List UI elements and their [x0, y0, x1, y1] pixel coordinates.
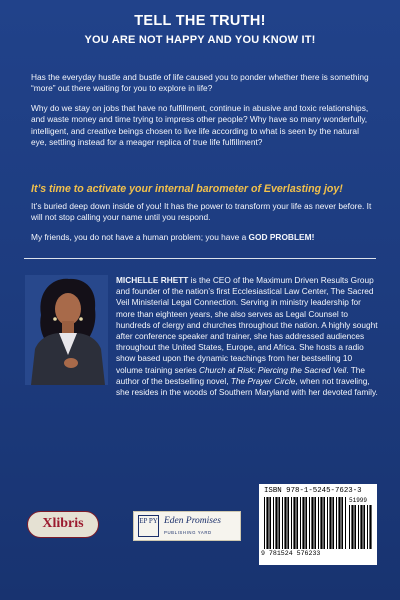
author-photo	[25, 275, 108, 385]
barcode-bar	[329, 497, 331, 549]
barcode-bar	[291, 497, 292, 549]
bio-text-2: . The author of the bestselling novel,	[116, 364, 366, 386]
god-problem-lead: My friends, you do not have a human problem; you have a	[31, 232, 249, 242]
barcode-bar	[360, 505, 362, 549]
barcode-bar	[338, 497, 340, 549]
barcode-bar	[311, 497, 313, 549]
barcode-bar	[351, 505, 353, 549]
barcode-number: 9 781524 576233	[261, 550, 321, 557]
barcode-bar	[358, 505, 359, 549]
eden-promises-logo	[133, 511, 241, 541]
barcode-bar	[266, 497, 268, 549]
barcode-bar	[264, 497, 265, 549]
barcode-bar	[296, 497, 298, 549]
author-bio-top	[116, 275, 378, 398]
god-problem-paragraph	[31, 232, 376, 243]
barcode-bar	[349, 505, 350, 549]
barcode-bar	[273, 497, 274, 549]
barcode-bar	[293, 497, 295, 549]
barcode-bar	[305, 497, 307, 549]
questions-paragraph: Why do we stay on jobs that have no fulfillment, continue in abusive and toxic relationships, and waste money and time trying to impress other people? Why have so many wonderfully, intelligent, and creative beings chosen to live life according to what is seen by the natural eye, settling instead for a meager replica of true life fulfillment?	[31, 103, 369, 148]
barcode-bar	[278, 497, 280, 549]
book-title-prayer-circle: The Prayer Circle	[230, 375, 296, 386]
barcode-bar	[336, 497, 337, 549]
barcode-bar	[287, 497, 289, 549]
barcode-bar	[309, 497, 310, 549]
headline: TELL THE TRUTH!	[134, 13, 266, 29]
barcode-bar	[318, 497, 319, 549]
barcode-bar	[354, 505, 356, 549]
barcode-bar	[367, 505, 368, 549]
tagline: It’s time to activate your internal barometer of Everlasting joy!	[31, 183, 343, 195]
barcode-bar	[282, 497, 283, 549]
book-title-church-at-risk: Church at Risk: Piercing the Sacred Veil	[199, 364, 347, 375]
eden-publisher-sub: PUBLISHING YARD	[164, 530, 212, 535]
subheadline: YOU ARE NOT HAPPY AND YOU KNOW IT!	[84, 34, 316, 46]
eden-publisher-name: Eden Promises	[164, 516, 221, 526]
isbn-label: ISBN 978-1-5245-7623-3	[264, 487, 362, 495]
barcode-bar	[332, 497, 334, 549]
barcode-bar	[269, 497, 271, 549]
author-name: MICHELLE RHETT	[116, 275, 189, 285]
barcode-bar	[284, 497, 286, 549]
intro-paragraph: Has the everyday hustle and bustle of life caused you to ponder whether there is something “more” out there waiting for you to explore in life?	[31, 72, 369, 94]
barcode-bar	[327, 497, 328, 549]
bio-text-3: , when not traveling, she resides in the woods of Southern Maryland with her devoted family.	[116, 375, 378, 398]
section-divider	[24, 258, 376, 259]
barcode-bar	[345, 497, 346, 549]
barcode-bar	[314, 497, 316, 549]
barcode-bar	[302, 497, 304, 549]
god-problem-emphasis: GOD PROBLEM!	[248, 232, 315, 242]
isbn-barcode	[259, 484, 377, 565]
barcode-bar	[323, 497, 325, 549]
ean-barcode-bars	[264, 497, 348, 549]
addon-number: 51999	[349, 497, 368, 504]
barcode-bar	[341, 497, 343, 549]
barcode-bar	[300, 497, 301, 549]
barcode-bar	[363, 505, 365, 549]
transform-paragraph: It’s buried deep down inside of you! It has the power to transform your life as never before. It will not stop calling your name until you respond.	[31, 201, 372, 223]
eden-monogram: EP PY	[138, 515, 159, 537]
barcode-bar	[320, 497, 322, 549]
bio-text-1: is the CEO of the Maximum Driven Results Group and founder of the nation’s first Ecclesiastical Law Center, The Sacred Veil Ministerial Legal Connection. Serving in ministry leadership for more than eighteen years, she also serves as Legal Counsel to hundreds of clergy and churches throughout the nation. A highly sought after conference speaker and trainer, she has addressed audiences throughout the United States, Europe, and Africa. She hosts a radio show based upon the dynamic teachings from her bestselling 10 volume training series	[116, 275, 378, 375]
addon-barcode-bars	[349, 505, 373, 549]
xlibris-logo: Xlibris	[27, 511, 99, 538]
barcode-bar	[369, 505, 371, 549]
barcode-bar	[275, 497, 277, 549]
